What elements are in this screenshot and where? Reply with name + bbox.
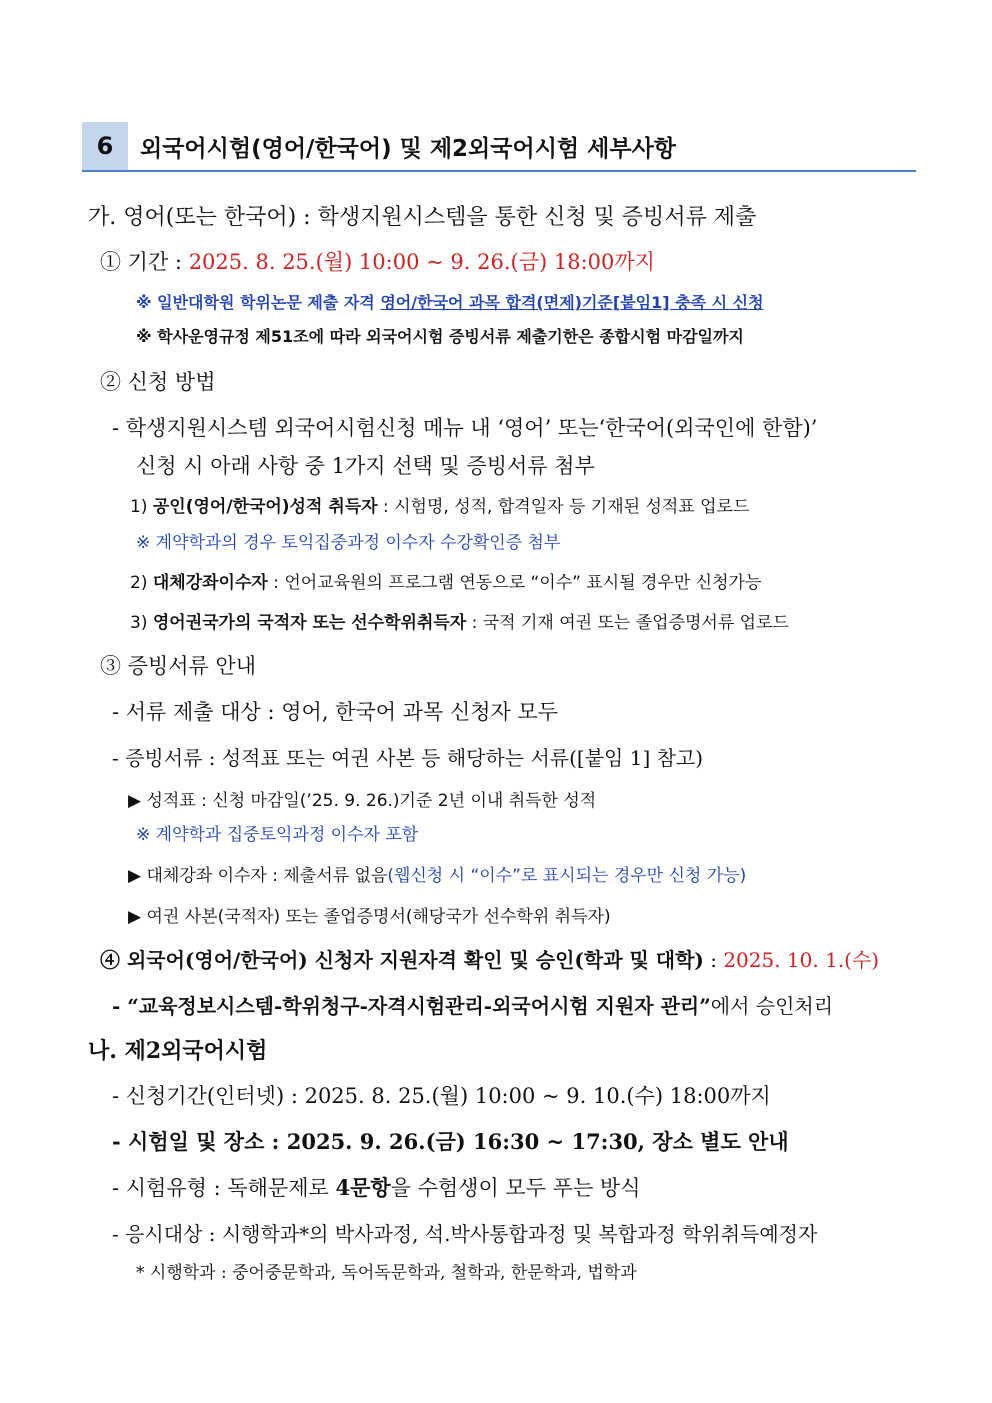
exam-type-prefix: - 시험유형 : 독해문제로 xyxy=(112,1176,336,1200)
period-item xyxy=(100,246,655,276)
approval-desc-path: - “교육정보시스템-학위청구-자격시험관리-외국어시험 지원자 관리” xyxy=(112,994,711,1018)
option-2 xyxy=(130,568,761,593)
approval-desc-suffix: 에서 승인처리 xyxy=(710,994,834,1018)
option-2-desc: : 언어교육원의 프로그램 연동으로 “이수” 표시될 경우만 신청가능 xyxy=(267,573,762,593)
option-1-desc: : 시험명, 성적, 합격일자 등 기재된 성적표 업로드 xyxy=(377,497,750,517)
option-1 xyxy=(130,492,749,517)
option-3-desc: : 국적 기재 여권 또는 졸업증명서류 업로드 xyxy=(466,613,789,633)
exam-type-count: 4문항 xyxy=(335,1175,391,1200)
option-1-number: 1) xyxy=(130,497,153,517)
exam-type-suffix: 을 수험생이 모두 푸는 방식 xyxy=(390,1176,641,1200)
bullet-passport: ▶ 여권 사본(국적자) 또는 졸업증명서(해당국가 선수학위 취득자) xyxy=(128,907,611,927)
subsection-ga-title: 가. 영어(또는 한국어) : 학생지원시스템을 통한 신청 및 증빙서류 제출 xyxy=(88,205,757,230)
method-desc-line2: 신청 시 아래 사항 중 1가지 선택 및 증빙서류 첨부 xyxy=(136,454,595,478)
documents-label: ③ 증빙서류 안내 xyxy=(100,654,257,678)
section-header xyxy=(82,122,916,172)
option-1-note: ※ 계약학과의 경우 토익집중과정 이수자 수강확인증 첨부 xyxy=(136,533,561,553)
period-label: ① 기간 : xyxy=(100,250,189,274)
approval-sep: : xyxy=(703,948,724,972)
approval-label: ④ 외국어(영어/한국어) 신청자 지원자격 확인 및 승인(학과 및 대학) xyxy=(100,948,704,972)
deadline-note: ※ 학사운영규정 제51조에 따라 외국어시험 증빙서류 제출기한은 종합시험 마감일까지 xyxy=(136,327,744,346)
method-label: ② 신청 방법 xyxy=(100,370,216,394)
subsection-na-title: 나. 제2외국어시험 xyxy=(88,1038,268,1064)
section-title: 외국어시험(영어/한국어) 및 제2외국어시험 세부사항 xyxy=(140,136,677,162)
approval-item xyxy=(100,944,879,973)
option-3 xyxy=(130,608,789,633)
eligibility-note-prefix: ※ 일반대학원 학위논문 제출 자격 xyxy=(136,293,381,312)
method-desc-line1: - 학생지원시스템 외국어시험신청 메뉴 내 ‘영어’ 또는‘한국어(외국인에 한함)’ xyxy=(112,416,818,440)
second-lang-target-note: * 시행학과 : 중어중문학과, 독어독문학과, 철학과, 한문학과, 법학과 xyxy=(136,1263,637,1283)
option-2-title: 대체강좌이수자 xyxy=(152,573,268,593)
second-lang-target: - 응시대상 : 시행학과*의 박사과정, 석.박사통합과정 및 복합과정 학위취득예정자 xyxy=(112,1222,818,1246)
option-3-title: 영어권국가의 국적자 또는 선수학위취득자 xyxy=(152,613,467,633)
bullet-substitute-course xyxy=(128,861,746,886)
substitute-course-text: ▶ 대체강좌 이수자 : 제출서류 없음 xyxy=(128,866,388,886)
second-lang-period: - 신청기간(인터넷) : 2025. 8. 25.(월) 10:00 ~ 9. 10.(수) 18:00까지 xyxy=(112,1084,771,1108)
bullet-score-report: ▶ 성적표 : 신청 마감일(’25. 9. 26.)기준 2년 이내 취득한 성적 xyxy=(128,791,597,811)
eligibility-criteria-link[interactable]: 영어/한국어 과목 합격(면제)기준[붙임1] 충족 시 신청 xyxy=(380,293,764,312)
option-3-number: 3) xyxy=(130,613,153,633)
approval-desc xyxy=(112,990,833,1019)
substitute-course-note: (웹신청 시 “이수”로 표시되는 경우만 신청 가능) xyxy=(387,866,747,886)
option-2-number: 2) xyxy=(130,573,153,593)
section-number: 6 xyxy=(82,122,128,170)
score-report-note: ※ 계약학과 집중토익과정 이수자 포함 xyxy=(136,825,419,845)
option-1-title: 공인(영어/한국어)성적 취득자 xyxy=(152,497,378,517)
second-lang-exam: - 시험일 및 장소 : 2025. 9. 26.(금) 16:30 ~ 17:30, 장소 별도 안내 xyxy=(112,1129,789,1154)
approval-date: 2025. 10. 1.(수) xyxy=(723,948,880,972)
documents-target: - 서류 제출 대상 : 영어, 한국어 과목 신청자 모두 xyxy=(112,700,559,724)
documents-list: - 증빙서류 : 성적표 또는 여권 사본 등 해당하는 서류([붙임 1] 참고) xyxy=(112,746,704,770)
eligibility-note xyxy=(136,290,764,313)
period-value: 2025. 8. 25.(월) 10:00 ~ 9. 26.(금) 18:00까지 xyxy=(188,250,655,274)
second-lang-type xyxy=(112,1172,641,1202)
